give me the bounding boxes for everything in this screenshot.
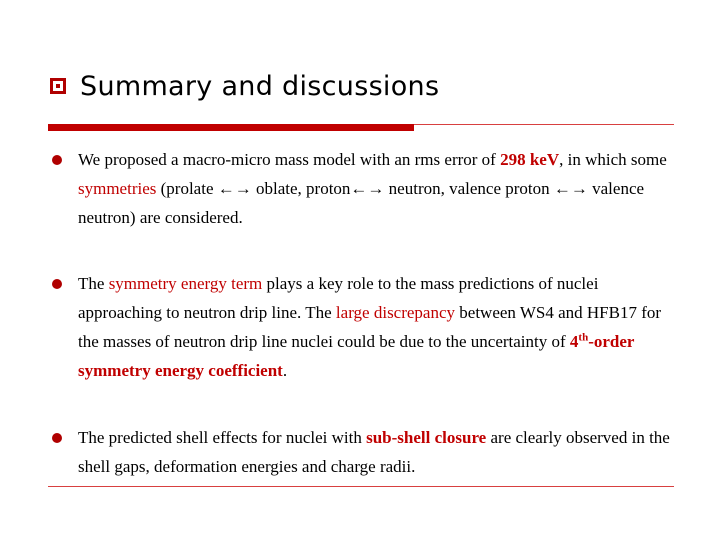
highlight-large-discrepancy: large discrepancy xyxy=(335,303,456,322)
slide-title: Summary and discussions xyxy=(80,70,440,102)
highlight-sub-shell-closure: sub-shell closure xyxy=(366,428,487,447)
filled-circle-bullet-icon xyxy=(52,279,62,289)
bullet-item-2 xyxy=(52,269,682,385)
bottom-divider xyxy=(48,486,674,487)
bullet-item-3 xyxy=(52,423,682,481)
filled-circle-bullet-icon xyxy=(52,433,62,443)
top-divider-bar xyxy=(48,124,414,131)
bullet-text-1: We proposed a macro-micro mass model with an rms error of 298 keV, in which some symmetries (prolate ←→ oblate, proton←→ neutron, valence proton ←→ valence neutron) are considered. xyxy=(78,150,667,227)
highlight-rms-error: 298 keV xyxy=(500,150,560,169)
highlight-symmetries: symmetries xyxy=(78,179,157,198)
bullet-text-2: The symmetry energy term plays a key role to the mass predictions of nuclei approaching to neutron drip line. The large discrepancy between WS4 and HFB17 for the masses of neutron drip line nuclei could be due to the uncertainty of 4th-order symmetry energy coefficient. xyxy=(78,274,662,380)
filled-circle-bullet-icon xyxy=(52,155,62,165)
highlight-symmetry-energy-term: symmetry energy term xyxy=(108,274,263,293)
title-row xyxy=(50,66,439,106)
bullet-item-1 xyxy=(52,145,682,232)
square-bullet-icon xyxy=(50,78,66,94)
highlight-4th-order: 4th-order symmetry energy coefficient xyxy=(78,331,635,380)
bullet-text-3: The predicted shell effects for nuclei with sub-shell closure are clearly observed in the shell gaps, deformation energies and charge radii. xyxy=(78,428,670,476)
